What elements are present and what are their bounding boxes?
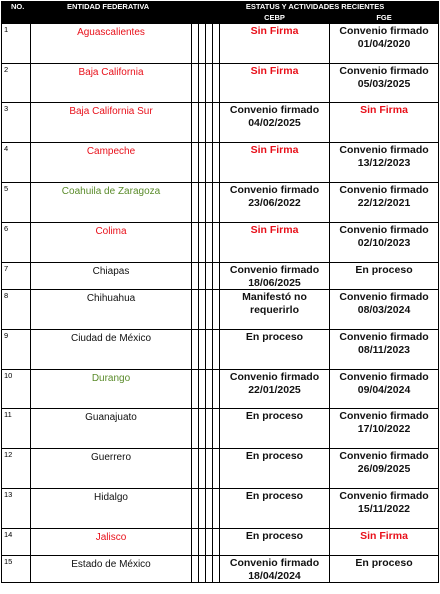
- table-row: [2, 529, 439, 556]
- entidad-cell: Ciudad de México: [31, 330, 192, 370]
- spacer-cell: [199, 223, 206, 263]
- fge-status-cell: Sin Firma: [330, 529, 439, 556]
- cebp-status-cell: Sin Firma: [220, 64, 330, 103]
- spacer-cell: [199, 489, 206, 529]
- spacer-cell: [192, 64, 199, 103]
- spacer-cell: [206, 409, 213, 449]
- entidad-cell: Chiapas: [31, 263, 192, 290]
- row-number: 12: [2, 449, 31, 489]
- table-row: [2, 223, 439, 263]
- status-table: [1, 1, 439, 583]
- spacer-cell: [199, 103, 206, 143]
- spacer-cell: [206, 529, 213, 556]
- spacer-cell: [213, 263, 220, 290]
- fge-status-cell: Sin Firma: [330, 103, 439, 143]
- row-number: 5: [2, 183, 31, 223]
- spacer-cell: [206, 330, 213, 370]
- fge-status-cell: Convenio firmado 09/04/2024: [330, 370, 439, 409]
- spacer-cell: [192, 183, 199, 223]
- fge-status-cell: Convenio firmado 08/11/2023: [330, 330, 439, 370]
- spacer-cell: [199, 64, 206, 103]
- table-body: [2, 24, 439, 583]
- spacer-cell: [213, 370, 220, 409]
- cebp-status-cell: En proceso: [220, 529, 330, 556]
- spacer-cell: [192, 290, 199, 330]
- spacer-cell: [192, 330, 199, 370]
- table-row: [2, 370, 439, 409]
- spacer-cell: [192, 24, 199, 64]
- row-number: 11: [2, 409, 31, 449]
- row-number: 15: [2, 556, 31, 583]
- row-number: 10: [2, 370, 31, 409]
- row-number: 1: [2, 24, 31, 64]
- cebp-status-cell: Convenio firmado 18/04/2024: [220, 556, 330, 583]
- entidad-cell: Durango: [31, 370, 192, 409]
- fge-status-cell: Convenio firmado 02/10/2023: [330, 223, 439, 263]
- spacer-cell: [199, 556, 206, 583]
- table-row: [2, 409, 439, 449]
- spacer-cell: [192, 489, 199, 529]
- spacer-cell: [199, 263, 206, 290]
- row-number: 3: [2, 103, 31, 143]
- spacer-cell: [192, 370, 199, 409]
- spacer-cell: [213, 24, 220, 64]
- column-header-fge: FGE: [330, 13, 439, 24]
- cebp-status-cell: Convenio firmado 23/06/2022: [220, 183, 330, 223]
- table-row: [2, 64, 439, 103]
- spacer-cell: [206, 24, 213, 64]
- spacer-cell: [206, 556, 213, 583]
- spacer-cell: [213, 330, 220, 370]
- spacer-cell: [213, 529, 220, 556]
- spacer-cell: [213, 64, 220, 103]
- table-row: [2, 103, 439, 143]
- row-number: 7: [2, 263, 31, 290]
- column-header-spacer: [192, 13, 220, 24]
- entidad-cell: Guanajuato: [31, 409, 192, 449]
- cebp-status-cell: Manifestó no requerirlo: [220, 290, 330, 330]
- column-header-no: NO.: [2, 2, 31, 24]
- spacer-cell: [192, 556, 199, 583]
- spacer-cell: [199, 370, 206, 409]
- entidad-cell: Guerrero: [31, 449, 192, 489]
- spacer-cell: [213, 409, 220, 449]
- cebp-status-cell: En proceso: [220, 330, 330, 370]
- row-number: 4: [2, 143, 31, 183]
- row-number: 13: [2, 489, 31, 529]
- entidad-cell: Colima: [31, 223, 192, 263]
- fge-status-cell: En proceso: [330, 556, 439, 583]
- spacer-cell: [192, 263, 199, 290]
- spacer-cell: [199, 24, 206, 64]
- spacer-cell: [192, 223, 199, 263]
- spacer-cell: [199, 449, 206, 489]
- table-row: [2, 183, 439, 223]
- entidad-cell: Baja California: [31, 64, 192, 103]
- table-row: [2, 24, 439, 64]
- table-row: [2, 290, 439, 330]
- spacer-cell: [206, 370, 213, 409]
- spacer-cell: [213, 183, 220, 223]
- fge-status-cell: En proceso: [330, 263, 439, 290]
- spacer-cell: [213, 223, 220, 263]
- fge-status-cell: Convenio firmado 13/12/2023: [330, 143, 439, 183]
- table-row: [2, 556, 439, 583]
- spacer-cell: [206, 290, 213, 330]
- entidad-cell: Campeche: [31, 143, 192, 183]
- column-header-entidad: ENTIDAD FEDERATIVA: [31, 2, 192, 24]
- spacer-cell: [199, 529, 206, 556]
- spacer-cell: [206, 103, 213, 143]
- header-row-top: [2, 2, 439, 13]
- cebp-status-cell: Convenio firmado 18/06/2025: [220, 263, 330, 290]
- entidad-cell: Aguascalientes: [31, 24, 192, 64]
- cebp-status-cell: Sin Firma: [220, 143, 330, 183]
- cebp-status-cell: En proceso: [220, 449, 330, 489]
- fge-status-cell: Convenio firmado 17/10/2022: [330, 409, 439, 449]
- spacer-cell: [192, 449, 199, 489]
- fge-status-cell: Convenio firmado 05/03/2025: [330, 64, 439, 103]
- spacer-cell: [206, 223, 213, 263]
- spacer-cell: [192, 103, 199, 143]
- entidad-cell: Jalisco: [31, 529, 192, 556]
- spacer-cell: [213, 489, 220, 529]
- column-header-estatus: ESTATUS Y ACTIVIDADES RECIENTES: [192, 2, 439, 13]
- column-header-cebp: CEBP: [220, 13, 330, 24]
- fge-status-cell: Convenio firmado 22/12/2021: [330, 183, 439, 223]
- spacer-cell: [206, 183, 213, 223]
- spacer-cell: [206, 143, 213, 183]
- spacer-cell: [192, 409, 199, 449]
- row-number: 8: [2, 290, 31, 330]
- cebp-status-cell: Convenio firmado 04/02/2025: [220, 103, 330, 143]
- cebp-status-cell: Convenio firmado 22/01/2025: [220, 370, 330, 409]
- row-number: 2: [2, 64, 31, 103]
- spacer-cell: [213, 556, 220, 583]
- spacer-cell: [213, 290, 220, 330]
- fge-status-cell: Convenio firmado 08/03/2024: [330, 290, 439, 330]
- entidad-cell: Coahuila de Zaragoza: [31, 183, 192, 223]
- cebp-status-cell: Sin Firma: [220, 223, 330, 263]
- spacer-cell: [192, 529, 199, 556]
- entidad-cell: Hidalgo: [31, 489, 192, 529]
- spacer-cell: [206, 263, 213, 290]
- table-row: [2, 489, 439, 529]
- row-number: 14: [2, 529, 31, 556]
- spacer-cell: [199, 409, 206, 449]
- entidad-cell: Estado de México: [31, 556, 192, 583]
- spacer-cell: [213, 143, 220, 183]
- cebp-status-cell: En proceso: [220, 489, 330, 529]
- table-row: [2, 330, 439, 370]
- spacer-cell: [206, 449, 213, 489]
- entidad-cell: Chihuahua: [31, 290, 192, 330]
- spacer-cell: [199, 330, 206, 370]
- table-row: [2, 263, 439, 290]
- spacer-cell: [199, 183, 206, 223]
- spacer-cell: [206, 64, 213, 103]
- spacer-cell: [206, 489, 213, 529]
- row-number: 9: [2, 330, 31, 370]
- cebp-status-cell: En proceso: [220, 409, 330, 449]
- fge-status-cell: Convenio firmado 15/11/2022: [330, 489, 439, 529]
- row-number: 6: [2, 223, 31, 263]
- fge-status-cell: Convenio firmado 01/04/2020: [330, 24, 439, 64]
- entidad-cell: Baja California Sur: [31, 103, 192, 143]
- fge-status-cell: Convenio firmado 26/09/2025: [330, 449, 439, 489]
- cebp-status-cell: Sin Firma: [220, 24, 330, 64]
- spacer-cell: [199, 143, 206, 183]
- spacer-cell: [213, 103, 220, 143]
- table-row: [2, 449, 439, 489]
- spacer-cell: [192, 143, 199, 183]
- spacer-cell: [213, 449, 220, 489]
- spacer-cell: [199, 290, 206, 330]
- table-row: [2, 143, 439, 183]
